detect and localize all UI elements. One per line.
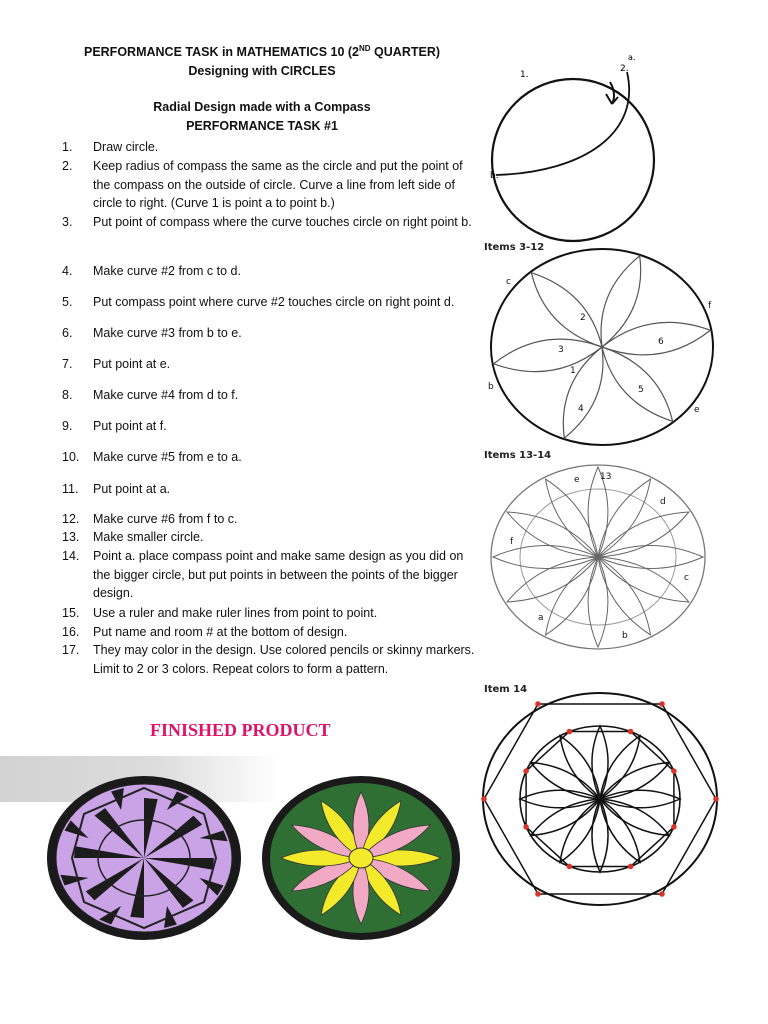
diagram-items-13-14 xyxy=(488,462,708,656)
instruction-item: 9. Put point at f. xyxy=(62,419,167,433)
diagram3-caption: Items 13-14 xyxy=(484,450,552,461)
document-subtitle: Designing with CIRCLES xyxy=(188,64,336,78)
instruction-item: 12. Make curve #6 from f to c. xyxy=(62,512,238,526)
diagram2-caption: Items 3-12 xyxy=(484,242,545,253)
instruction-item: 10. Make curve #5 from e to a. xyxy=(62,450,242,464)
diagram3-label-d: d xyxy=(660,497,666,507)
task-number: PERFORMANCE TASK #1 xyxy=(186,119,338,133)
diagram2-label-6: 6 xyxy=(658,337,664,347)
diagram-items-3-12 xyxy=(486,246,720,452)
diagram2-label-e: e xyxy=(694,405,700,415)
diagram1-label-1: 1. xyxy=(520,70,529,80)
diagram3-label-b: b xyxy=(622,631,628,641)
instruction-item: 5. Put compass point where curve #2 touches circle on right point d. xyxy=(62,295,455,309)
instruction-item: 4. Make curve #2 from c to d. xyxy=(62,264,241,278)
diagram-step-1 xyxy=(486,52,656,242)
diagram1-label-a: a. xyxy=(628,53,636,62)
diagram1-label-2: 2. xyxy=(620,64,629,74)
diagram2-label-b: b xyxy=(488,382,494,392)
instruction-item: 6. Make curve #3 from b to e. xyxy=(62,326,242,340)
finished-product-heading: FINISHED PRODUCT xyxy=(150,720,331,740)
diagram2-label-3: 3 xyxy=(558,345,564,355)
diagram3-label-e: e xyxy=(574,475,580,485)
instruction-item: 1. Draw circle. xyxy=(62,140,159,154)
diagram2-label-c: c xyxy=(506,277,511,287)
diagram3-label-13: 13 xyxy=(600,472,612,482)
task-title: Radial Design made with a Compass xyxy=(153,100,371,114)
instruction-item: 15. Use a ruler and make ruler lines from point to point. xyxy=(62,606,378,620)
diagram2-label-2: 2 xyxy=(580,313,586,323)
finished-design-purple xyxy=(44,774,244,942)
diagram4-caption: Item 14 xyxy=(484,684,528,695)
diagram2-label-5: 5 xyxy=(638,385,644,395)
diagram2-label-f: f xyxy=(708,301,712,311)
instruction-item: 2. Keep radius of compass the same as the circle and put the point of the compass on the outside of circle. Curve a line from left side of circle to right. (Curve 1 is point a to point b.) xyxy=(62,159,463,211)
diagram2-label-4: 4 xyxy=(578,404,584,414)
diagram3-label-c: c xyxy=(684,573,689,583)
instruction-item: 7. Put point at e. xyxy=(62,357,171,371)
title-superscript: ND xyxy=(359,44,371,53)
instruction-item: 13. Make smaller circle. xyxy=(62,530,204,544)
instruction-item: 11. Put point at a. xyxy=(62,482,171,496)
diagram1-label-b: b. xyxy=(490,171,499,181)
diagram2-label-1: 1 xyxy=(570,366,576,376)
instruction-item: 3. Put point of compass where the curve touches circle on right point b. xyxy=(62,215,472,229)
instruction-item: 16. Put name and room # at the bottom of design. xyxy=(62,625,348,639)
finished-design-green xyxy=(260,774,462,942)
diagram-item-14 xyxy=(480,688,724,912)
instruction-item: 14. Point a. place compass point and make same design as you did on the bigger circle, but put points in between the points of the bigger design. xyxy=(62,549,464,601)
document-title: PERFORMANCE TASK in MATHEMATICS 10 (2ND QUARTER) xyxy=(83,44,441,60)
instruction-item: 17. They may color in the design. Use colored pencils or skinny markers. Limit to 2 or 3 colors. Repeat colors to form a pattern. xyxy=(62,643,475,676)
diagram3-label-f: f xyxy=(510,537,514,547)
diagram3-label-a: a xyxy=(538,613,544,623)
instruction-item: 8. Make curve #4 from d to f. xyxy=(62,388,239,402)
